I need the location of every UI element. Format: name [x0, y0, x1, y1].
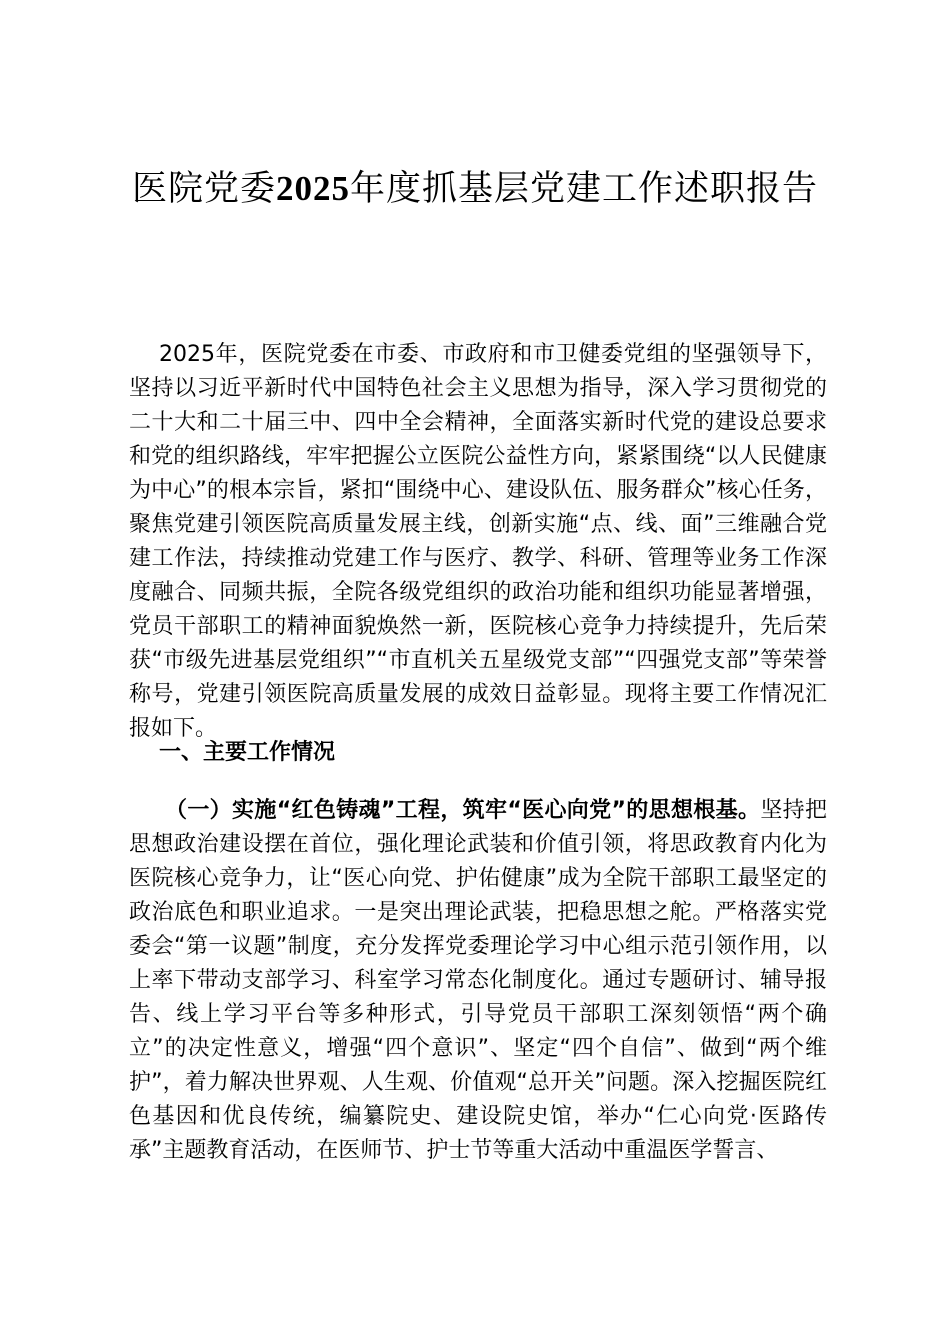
- title-prefix: 医院党委: [131, 169, 276, 209]
- subsection-paragraph: [129, 794, 827, 1168]
- document-title: [60, 166, 890, 212]
- section-heading: 一、主要工作情况: [159, 740, 336, 765]
- intro-paragraph: 2025年，医院党委在市委、市政府和市卫健委党组的坚强领导下，坚持以习近平新时代中国特色社会主义思想为指导，深入学习贯彻党的二十大和二十届三中、四中全会精神，全面落实新时代党的建设总要求和党的组织路线，牢牢把握公立医院公益性方向，紧紧围绕“以人民健康为中心”的根本宗旨，紧扣“围绕中心、建设队伍、服务群众”核心任务，聚焦党建引领医院高质量发展主线，创新实施“点、线、面”三维融合党建工作法，持续推动党建工作与医疗、教学、科研、管理等业务工作深度融合、同频共振，全院各级党组织的政治功能和组织功能显著增强，党员干部职工的精神面貌焕然一新，医院核心竞争力持续提升，先后荣获“市级先进基层党组织”“市直机关五星级党支部”“四强党支部”等荣誉称号，党建引领医院高质量发展的成效日益彰显。现将主要工作情况汇报如下。: [129, 342, 827, 741]
- subsection-body: 坚持把思想政治建设摆在首位，强化理论武装和价值引领，将思政教育内化为医院核心竞争力，让“医心向党、护佑健康”成为全院干部职工最坚定的政治底色和职业追求。一是突出理论武装，把稳思想之舵。严格落实党委会“第一议题”制度，充分发挥党委理论学习中心组示范引领作用，以上率下带动支部学习、科室学习常态化制度化。通过专题研讨、辅导报告、线上学习平台等多种形式，引导党员干部职工深刻领悟“两个确立”的决定性意义，增强“四个意识”、坚定“四个自信”、做到“两个维护”，着力解决世界观、人生观、价值观“总开关”问题。深入挖掘医院红色基因和优良传统，编纂院史、建设院史馆，举办“仁心向党·医路传承”主题教育活动，在医师节、护士节等重大活动中重温医学誓言、: [129, 798, 827, 1163]
- subsection-lead: （一）实施“红色铸魂”工程，筑牢“医心向党”的思想根基。: [165, 798, 761, 823]
- title-year: 2025: [276, 169, 350, 208]
- title-suffix: 年度抓基层党建工作述职报告: [350, 169, 819, 209]
